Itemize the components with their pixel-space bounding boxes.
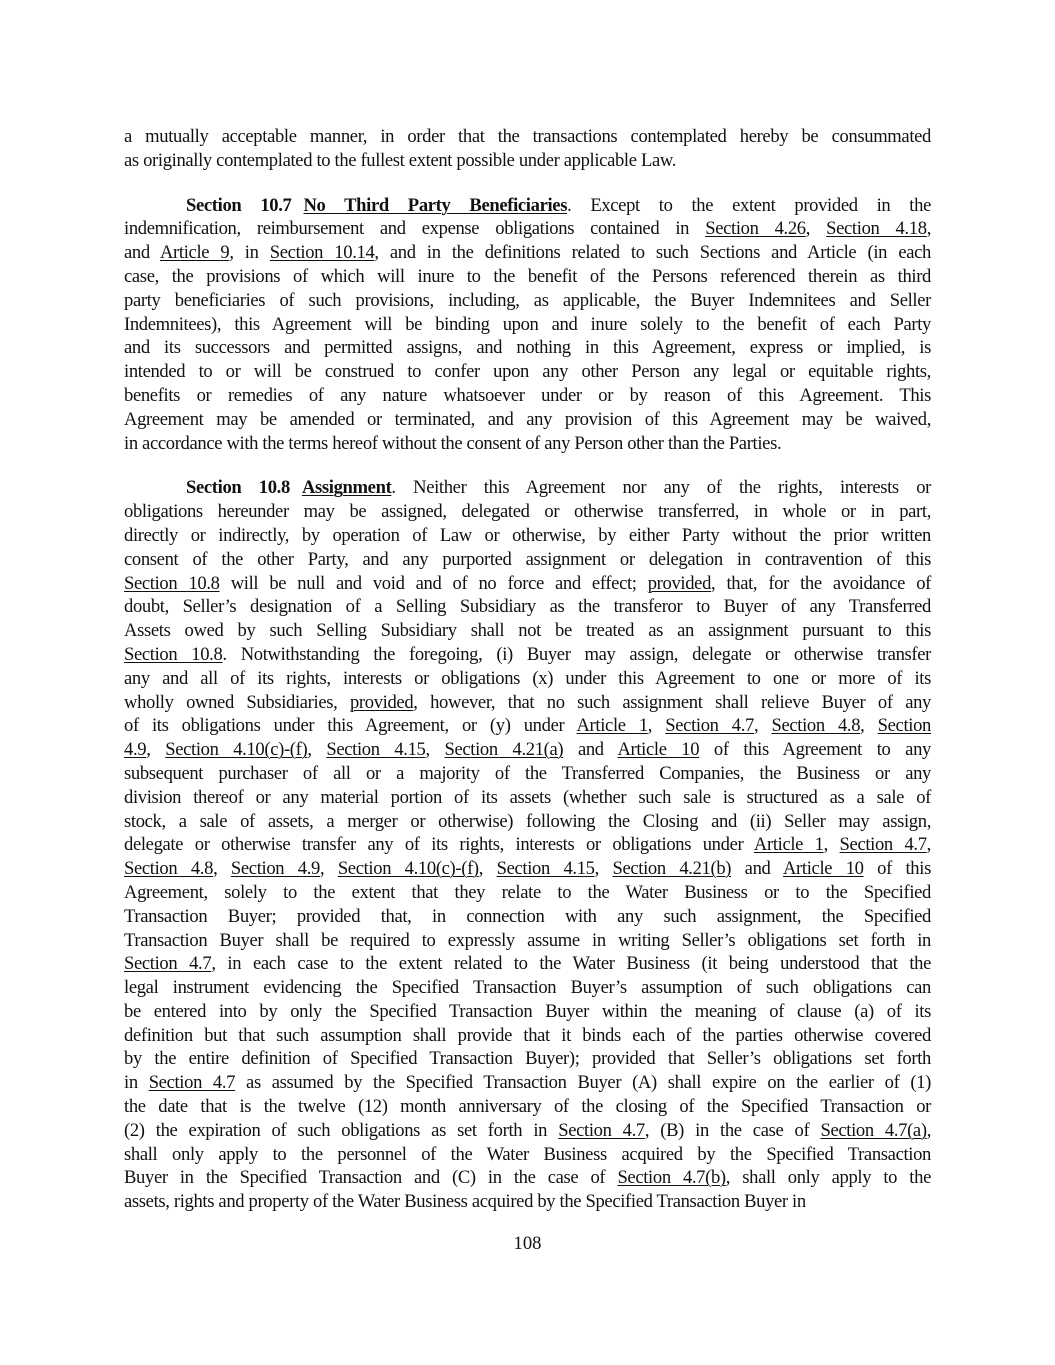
- cross-reference-link[interactable]: Section 4.15: [326, 739, 426, 761]
- text-line: [124, 1143, 931, 1167]
- page-number: 108: [513, 1233, 542, 1254]
- body-text: . Except to the extent provided in the: [567, 194, 931, 216]
- text-line: [124, 194, 931, 218]
- text-line: [124, 952, 931, 976]
- body-text: ,: [146, 739, 166, 761]
- cross-reference-link[interactable]: Section 4.8: [124, 858, 214, 880]
- text-line: [124, 360, 931, 384]
- body-text: , in each case to the extent related to the Water Business (it being understood that the: [211, 953, 931, 975]
- body-text: Agreement may be amended or terminated, and any provision of this Agreement may be waived,: [124, 408, 931, 430]
- body-text: Transaction Buyer; provided that, in connection with any such assignment, the Specified: [124, 905, 931, 927]
- cross-reference-link[interactable]: Article 1: [576, 715, 648, 737]
- cross-reference-link[interactable]: Section 10.8: [124, 572, 220, 594]
- body-text: assets, rights and property of the Water Business acquired by the Specified Transaction Buyer in: [124, 1191, 806, 1213]
- body-text: as originally contemplated to the fullest extent possible under applicable Law.: [124, 149, 677, 171]
- text-line: [124, 786, 931, 810]
- body-text: be entered into by only the Specified Transaction Buyer within the meaning of clause (a) of its: [124, 1000, 931, 1022]
- text-line: [124, 241, 931, 265]
- cross-reference-link[interactable]: Section 4.7: [558, 1119, 645, 1141]
- body-text: as assumed by the Specified Transaction Buyer (A) shall expire on the earlier of (1): [235, 1072, 931, 1094]
- text-line: [124, 572, 931, 596]
- body-text: legal instrument evidencing the Specified Transaction Buyer’s assumption of such obligations can: [124, 977, 931, 999]
- body-text: ,: [926, 834, 931, 856]
- section-title: Assignment: [301, 477, 392, 499]
- body-text: of this: [863, 858, 931, 880]
- text-line: [124, 548, 931, 572]
- body-text: benefits or remedies of any nature whatsoever under or by reason of this Agreement. This: [124, 384, 931, 406]
- text-line: [124, 313, 931, 337]
- body-text: directly or indirectly, by operation of Law or otherwise, by either Party without the prior written: [124, 524, 931, 546]
- text-line: [124, 265, 931, 289]
- text-line: [124, 476, 931, 500]
- body-text: ,: [926, 1119, 931, 1141]
- cross-reference-link[interactable]: Section 4.7(b): [617, 1167, 726, 1189]
- cross-reference-link[interactable]: Section 4.7(a): [820, 1119, 927, 1141]
- text-line: [124, 857, 931, 881]
- body-text: , (B) in the case of: [644, 1119, 821, 1141]
- text-line: [124, 595, 931, 619]
- body-text: ,: [307, 739, 327, 761]
- cross-reference-link[interactable]: Section 4.7: [148, 1072, 236, 1094]
- body-text: by the entire definition of Specified Transaction Buyer); provided that Seller’s obligations set forth: [124, 1048, 931, 1070]
- body-text: . Notwithstanding the foregoing, (i) Buyer may assign, delegate or otherwise transfer: [222, 643, 931, 665]
- body-text: ,: [319, 858, 338, 880]
- body-text: definition but that such assumption shall provide that it binds each of the parties otherwise covered: [124, 1024, 931, 1046]
- body-text: and: [563, 739, 618, 761]
- text-line: [124, 738, 931, 762]
- body-text: party beneficiaries of such provisions, including, as applicable, the Buyer Indemnitees and Seller: [124, 289, 931, 311]
- body-text: (2) the expiration of such obligations as set forth in: [124, 1119, 559, 1141]
- body-text: Agreement, solely to the extent that they relate to the Water Business or to the Specified: [124, 881, 931, 903]
- body-text: shall only apply to the personnel of the Water Business acquired by the Specified Transaction: [124, 1143, 931, 1165]
- body-text: subsequent purchaser of all or a majority of the Transferred Companies, the Business or any: [124, 762, 931, 784]
- body-text: Buyer in the Specified Transaction and (C) in the case of: [124, 1167, 618, 1189]
- cross-reference-link[interactable]: Section 4.7: [839, 834, 927, 856]
- text-line: [124, 432, 931, 456]
- text-line: [124, 643, 931, 667]
- body-text: obligations hereunder may be assigned, delegated or otherwise transferred, in whole or in part,: [124, 501, 931, 523]
- body-text: and its successors and permitted assigns, and nothing in this Agreement, express or implied, is: [124, 337, 931, 359]
- body-text: delegate or otherwise transfer any of its rights, interests or obligations under: [124, 834, 754, 856]
- text-line: [124, 1166, 931, 1190]
- body-text: ,: [860, 715, 878, 737]
- section-10-8-assignment: [124, 476, 931, 1214]
- paragraph-gap: [124, 455, 931, 476]
- body-text: of its obligations under this Agreement, or (y) under: [124, 715, 577, 737]
- text-line: [124, 762, 931, 786]
- cross-reference-link[interactable]: Section 10.14: [269, 242, 375, 264]
- cross-reference-link[interactable]: provided: [349, 691, 414, 713]
- cross-reference-link[interactable]: 4.9: [124, 739, 147, 761]
- text-line: [124, 714, 931, 738]
- cross-reference-link[interactable]: Section 4.15: [496, 858, 595, 880]
- text-line: [124, 976, 931, 1000]
- body-text: a mutually acceptable manner, in order that the transactions contemplated hereby be consummated: [124, 126, 931, 147]
- text-line: [124, 1071, 931, 1095]
- body-text: ,: [213, 858, 231, 880]
- cross-reference-link[interactable]: Article 9: [159, 242, 230, 264]
- text-line: [124, 691, 931, 715]
- cross-reference-link[interactable]: Section 4.21(a): [444, 739, 564, 761]
- body-text: intended to or will be construed to confer upon any other Person any legal or equitable rights,: [124, 361, 931, 383]
- body-text: ,: [753, 715, 772, 737]
- body-text: of this Agreement to any: [699, 739, 931, 761]
- body-text: any and all of its rights, interests or obligations (x) under this Agreement to one or more of its: [124, 667, 931, 689]
- body-text: ,: [823, 834, 840, 856]
- body-text: and: [124, 242, 160, 264]
- body-text: ,: [926, 218, 931, 240]
- cross-reference-link[interactable]: Section 4.10(c)-(f): [165, 739, 308, 761]
- body-text: wholly owned Subsidiaries,: [124, 691, 350, 713]
- cross-reference-link[interactable]: Section 4.10(c)-(f): [337, 858, 479, 880]
- text-line: [124, 905, 931, 929]
- body-text: , that, for the avoidance of: [711, 572, 931, 594]
- body-text: consent of the other Party, and any purported assignment or delegation in contravention of this: [124, 548, 931, 570]
- section-number: Section 10.7: [186, 194, 292, 216]
- text-line: [124, 619, 931, 643]
- cross-reference-link[interactable]: Section 4.26: [705, 218, 806, 240]
- body-text: ,: [425, 739, 445, 761]
- text-line: [124, 1119, 931, 1143]
- body-text: . Neither this Agreement nor any of the rights, interests or: [391, 477, 931, 499]
- paragraph-continuation: [124, 125, 931, 173]
- body-text: doubt, Seller’s designation of a Selling Subsidiary as the transferor to Buyer of any Transferred: [124, 596, 931, 618]
- body-text: , however, that no such assignment shall relieve Buyer of any: [413, 691, 931, 713]
- text-line: [124, 500, 931, 524]
- section-number: Section 10.8: [186, 477, 290, 499]
- text-line: [124, 1190, 931, 1214]
- cross-reference-link[interactable]: Article 10: [617, 739, 700, 761]
- text-line: [124, 881, 931, 905]
- body-text: Indemnitees), this Agreement will be binding upon and inure solely to the benefit of each Party: [124, 313, 931, 335]
- text-line: [124, 384, 931, 408]
- body-text: in accordance with the terms hereof without the consent of any Person other than the Parties.: [124, 432, 782, 454]
- text-line: [124, 289, 931, 313]
- body-text: the date that is the twelve (12) month anniversary of the closing of the Specified Transaction or: [124, 1096, 931, 1118]
- text-line: [124, 1000, 931, 1024]
- cross-reference-link[interactable]: provided: [647, 572, 712, 594]
- text-line: [124, 149, 931, 173]
- body-text: indemnification, reimbursement and expense obligations contained in: [124, 218, 706, 240]
- section-title: No Third Party Beneficiaries: [303, 194, 568, 216]
- body-text: , and in the definitions related to such Sections and Article (in each: [374, 242, 931, 264]
- cross-reference-link[interactable]: Article 1: [753, 834, 824, 856]
- body-text: in: [124, 1072, 149, 1094]
- body-text: will be null and void and of no force and effect;: [219, 572, 648, 594]
- body-text: ,: [647, 715, 666, 737]
- text-line: [124, 1047, 931, 1071]
- text-line: [124, 1095, 931, 1119]
- cross-reference-link[interactable]: Section: [877, 715, 931, 737]
- text-line: [124, 833, 931, 857]
- body-text: ,: [805, 218, 827, 240]
- cross-reference-link[interactable]: Section 10.8: [124, 643, 223, 665]
- text-line: [124, 125, 931, 149]
- body-text: ,: [478, 858, 497, 880]
- cross-reference-link[interactable]: Section 4.7: [665, 715, 754, 737]
- cross-reference-link[interactable]: Section 4.21(b): [612, 858, 732, 880]
- body-text: and: [731, 858, 783, 880]
- cross-reference-link[interactable]: Section 4.7: [124, 953, 212, 975]
- cross-reference-link[interactable]: Section 4.8: [771, 715, 861, 737]
- text-line: [124, 217, 931, 241]
- body-text: , in: [229, 242, 270, 264]
- body-text: , shall only apply to the: [725, 1167, 931, 1189]
- text-line: [124, 667, 931, 691]
- page-body: [124, 125, 931, 1214]
- text-line: [124, 929, 931, 953]
- body-text: Transaction Buyer shall be required to expressly assume in writing Seller’s obligations set forth in: [124, 929, 931, 951]
- cross-reference-link[interactable]: Article 10: [782, 858, 864, 880]
- section-10-7-no-third-party-beneficiaries: [124, 194, 931, 456]
- body-text: stock, a sale of assets, a merger or otherwise) following the Closing and (ii) Seller may assign,: [124, 810, 931, 832]
- cross-reference-link[interactable]: Section 4.9: [230, 858, 320, 880]
- body-text: ,: [594, 858, 613, 880]
- body-text: case, the provisions of which will inure to the benefit of the Persons referenced therein as third: [124, 265, 931, 287]
- body-text: division thereof or any material portion of its assets (whether such sale is structured as a sale of: [124, 786, 931, 808]
- cross-reference-link[interactable]: Section 4.18: [826, 218, 927, 240]
- paragraph-gap: [124, 173, 931, 194]
- text-line: [124, 810, 931, 834]
- text-line: [124, 1024, 931, 1048]
- text-line: [124, 336, 931, 360]
- text-line: [124, 408, 931, 432]
- text-line: [124, 524, 931, 548]
- body-text: Assets owed by such Selling Subsidiary shall not be treated as an assignment pursuant to this: [124, 620, 931, 642]
